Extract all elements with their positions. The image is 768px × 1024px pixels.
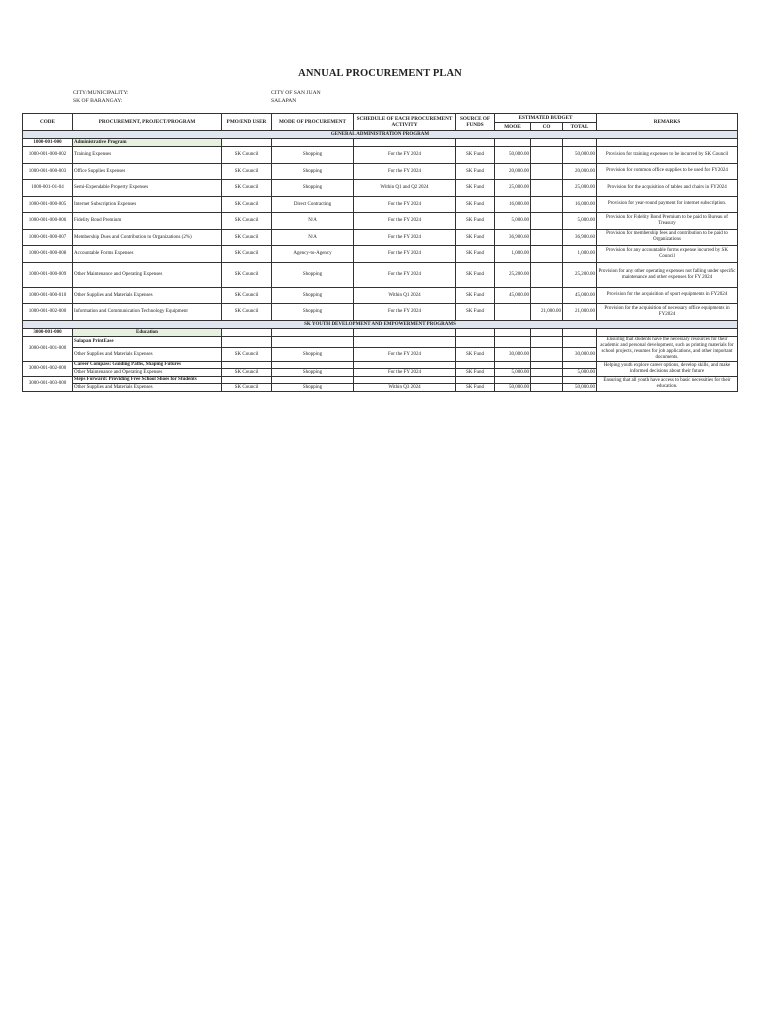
item-name: Semi-Expendable Property Expenses [73,180,222,197]
item-mooe: 20,000.00 [495,163,531,180]
item-name: Office Supplies Expenses [73,163,222,180]
item-mode: Shopping [272,262,354,287]
barangay-label: SK OF BARANGAY: [73,98,123,104]
item-schedule: For the FY 2024 [354,196,456,213]
item-source: SK Fund [456,304,495,321]
item-schedule: For the FY 2024 [354,229,456,246]
item-pmo: SK Council [222,163,272,180]
table-row [23,180,738,197]
item-pmo: SK Council [222,383,272,391]
project-title: Salapan PrintEase [73,336,222,348]
header-budget: ESTIMATED BUDGET [495,114,597,123]
item-pmo: SK Council [222,213,272,230]
item-mode: Shopping [272,287,354,304]
item-name: Other Supplies and Materials Expenses [73,383,222,391]
header-program: PROCUREMENT, PROJECT/PROGRAM [73,114,222,131]
item-source: SK Fund [456,287,495,304]
item-remarks: Provision for common office supplies to be used for FY2024 [597,163,738,180]
item-source: SK Fund [456,348,495,361]
header-schedule: SCHEDULE OF EACH PROCUREMENT ACTIVITY [354,114,456,131]
project-remarks: Ensuring that students have the necessary resources for their academic and personal development, such as printing materials for school projects, resumes for job applications, and other important documents. [597,336,738,361]
item-remarks: Provision for year-round payment for internet subscription. [597,196,738,213]
item-mooe: 36,900.60 [495,229,531,246]
item-source: SK Fund [456,180,495,197]
item-mooe: 5,000.00 [495,213,531,230]
project-code: 3000-001-003-000 [23,376,73,391]
item-total: 50,000.00 [563,147,597,164]
item-mooe: 5,000.00 [495,368,531,376]
item-remarks: Provision for the acquisition of sport equipments in FY2024 [597,287,738,304]
item-mode: Agency-to-Agency [272,246,354,263]
item-source: SK Fund [456,262,495,287]
item-mode: Shopping [272,304,354,321]
project-title-row [23,376,738,383]
item-remarks: Provision for membership fees and contribution to be paid to Organizations [597,229,738,246]
item-total: 16,000.00 [563,196,597,213]
location-labels [73,89,129,105]
item-schedule: For the FY 2024 [354,163,456,180]
item-total: 25,000.00 [563,180,597,197]
item-code: 1000-001-000-009 [23,262,73,287]
project-title: Career Compass: Guiding Paths, Shaping Futures [73,361,222,368]
item-remarks: Provision for Fidelity Bond Premium to be paid to Bureau of Treasury [597,213,738,230]
project-title-row [23,336,738,348]
item-source: SK Fund [456,147,495,164]
item-name: Other Supplies and Materials Expenses [73,287,222,304]
item-mooe [495,304,531,321]
item-pmo: SK Council [222,147,272,164]
header-total: TOTAL [563,123,597,131]
project-remarks: Ensuring that all youth have access to basic necessities for their education. [597,376,738,391]
item-mooe: 16,000.00 [495,196,531,213]
item-source: SK Fund [456,163,495,180]
item-remarks: Provision for any other operating expenses not falling under specific maintenance and other expenses for FY 2024 [597,262,738,287]
item-code: 1000-001-000-006 [23,213,73,230]
item-total: 45,000.00 [563,287,597,304]
program-name: Education [73,328,222,336]
item-pmo: SK Council [222,246,272,263]
table-row [23,163,738,180]
item-mooe: 50,000.00 [495,383,531,391]
item-mode: Shopping [272,147,354,164]
item-name: Fidelity Bond Premium [73,213,222,230]
item-name: Internet Subscription Expenses [73,196,222,213]
program-code: 1000-001-000 [23,139,73,147]
header-code: CODE [23,114,73,131]
item-remarks: Provision for any accountable forms expense incurred by SK Council [597,246,738,263]
item-schedule: For the FY 2024 [354,304,456,321]
item-mooe: 30,000.00 [495,348,531,361]
item-co [531,262,563,287]
barangay-value: SALAPAN [271,98,297,104]
item-total: 30,000.00 [563,348,597,361]
item-source: SK Fund [456,368,495,376]
item-source: SK Fund [456,246,495,263]
item-schedule: For the FY 2024 [354,213,456,230]
section-title: SK YOUTH DEVELOPMENT AND EMPOWERMENT PROGRAMS [23,320,738,328]
item-schedule: Within Q1 and Q2 2024 [354,180,456,197]
item-code: 1000-001-01-04 [23,180,73,197]
header-mode: MODE OF PROCUREMENT [272,114,354,131]
table-row [23,287,738,304]
item-mode: Shopping [272,180,354,197]
item-name: Information and Communication Technology Equipment [73,304,222,321]
city-label: CITY/MUNICIPALITY: [73,90,129,96]
item-code: 1000-001-000-003 [23,163,73,180]
item-mode: Shopping [272,163,354,180]
item-co [531,246,563,263]
header-pmo: PMO/END USER [222,114,272,131]
document-title: ANNUAL PROCUREMENT PLAN [298,68,462,79]
program-row-admin [23,139,738,147]
item-total: 25,200.00 [563,262,597,287]
item-code: 1000-001-000-005 [23,196,73,213]
item-name: Accountable Forms Expenses [73,246,222,263]
item-schedule: For the FY 2024 [354,246,456,263]
item-source: SK Fund [456,229,495,246]
program-name: Administrative Program [73,139,222,147]
item-pmo: SK Council [222,262,272,287]
item-co [531,196,563,213]
item-pmo: SK Council [222,229,272,246]
item-mooe: 45,000.00 [495,287,531,304]
item-co [531,229,563,246]
item-co [531,348,563,361]
section-general [23,131,738,139]
header-co: CO [531,123,563,131]
table-row [23,304,738,321]
table-row [23,246,738,263]
item-mode: Shopping [272,383,354,391]
item-mooe: 50,000.00 [495,147,531,164]
table-row [23,262,738,287]
table-row [23,213,738,230]
item-total: 21,000.00 [563,304,597,321]
item-code: 1000-001-000-002 [23,147,73,164]
item-name: Training Expenses [73,147,222,164]
item-schedule: For the FY 2024 [354,348,456,361]
item-pmo: SK Council [222,348,272,361]
item-total: 20,000.00 [563,163,597,180]
program-code: 3000-001-000 [23,328,73,336]
project-title-row [23,361,738,368]
item-mode: Shopping [272,368,354,376]
item-code: 1000-001-000-008 [23,246,73,263]
item-co [531,368,563,376]
location-values [271,89,321,105]
item-mode: Shopping [272,348,354,361]
header-mooe: MOOE [495,123,531,131]
program-row-education [23,328,738,336]
item-total: 5,000.00 [563,213,597,230]
item-total: 36,900.60 [563,229,597,246]
item-mode: N/A [272,229,354,246]
table-row [23,196,738,213]
item-name: Membership Dues and Contribution to Organizations (2%) [73,229,222,246]
item-remarks: Provision for training expenses to be incurred by SK Council [597,147,738,164]
item-pmo: SK Council [222,180,272,197]
item-schedule: Within Q1 2024 [354,287,456,304]
item-mooe: 25,200.00 [495,262,531,287]
item-mode: N/A [272,213,354,230]
item-name: Other Maintenance and Operating Expenses [73,262,222,287]
item-total: 1,000.00 [563,246,597,263]
table-row [23,229,738,246]
item-pmo: SK Council [222,287,272,304]
table-row [23,147,738,164]
project-code: 3000-001-002-000 [23,361,73,376]
section-youth [23,320,738,328]
procurement-table [22,113,738,392]
header-source: SOURCE OF FUNDS [456,114,495,131]
item-source: SK Fund [456,213,495,230]
item-mooe: 1,000.00 [495,246,531,263]
item-code: 1000-001-002-000 [23,304,73,321]
item-pmo: SK Council [222,196,272,213]
section-title: GENERAL ADMINISTRATION PROGRAM [23,131,738,139]
item-source: SK Fund [456,383,495,391]
item-remarks: Provision for the acquisition of tables and chairs in FY2024 [597,180,738,197]
item-code: 1000-001-000-010 [23,287,73,304]
item-schedule: For the FY 2024 [354,368,456,376]
item-name: Other Maintenance and Operating Expenses [73,368,222,376]
item-co [531,383,563,391]
item-source: SK Fund [456,196,495,213]
item-schedule: For the FY 2024 [354,147,456,164]
item-total: 50,000.00 [563,383,597,391]
item-pmo: SK Council [222,304,272,321]
item-co [531,287,563,304]
item-schedule: Within Q3 2024 [354,383,456,391]
item-mooe: 25,000.00 [495,180,531,197]
project-remarks: Helping youth explore career options, develop skills, and make informed decisions about their future [597,361,738,376]
item-total: 5,000.00 [563,368,597,376]
project-code: 3000-001-001-000 [23,336,73,361]
city-value: CITY OF SAN JUAN [271,90,321,96]
item-mode: Direct Contracting [272,196,354,213]
item-co [531,163,563,180]
item-co: 21,000.00 [531,304,563,321]
item-schedule: For the FY 2024 [354,262,456,287]
item-remarks: Provision for the acquisition of necessary office equipments in FY2024 [597,304,738,321]
item-code: 1000-001-000-007 [23,229,73,246]
item-name: Other Supplies and Materials Expenses [73,348,222,361]
item-co [531,180,563,197]
project-title: Steps Forward: Providing Free School Shoes for Students [73,376,222,383]
item-co [531,147,563,164]
item-pmo: SK Council [222,368,272,376]
item-co [531,213,563,230]
header-remarks: REMARKS [597,114,738,131]
